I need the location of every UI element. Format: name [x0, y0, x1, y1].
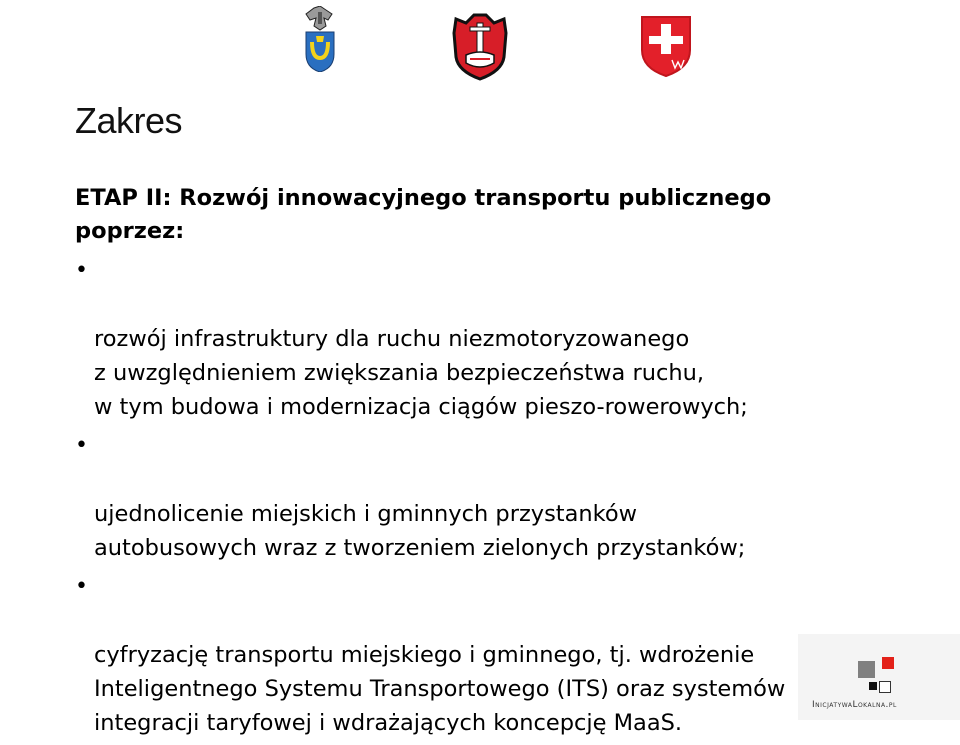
logo-red-square-icon	[882, 657, 894, 669]
crest-red-cross-icon	[450, 13, 510, 81]
bullet-dot-icon: •	[75, 574, 88, 599]
slide-content	[75, 182, 915, 745]
logo-white-square-icon	[879, 681, 891, 693]
bullet-dot-icon: •	[75, 258, 88, 283]
inicjatywa-lokalna-logo	[798, 634, 960, 720]
logo-black-square-icon	[869, 682, 877, 690]
bullet-item	[75, 254, 915, 424]
crest-red-white-shield-icon	[639, 14, 693, 78]
bullet-item	[75, 429, 915, 565]
bullet-dot-icon: •	[75, 433, 88, 458]
bullet-text: cyfryzację transportu miejskiego i gminnego, tj. wdrożenie Inteligentnego Systemu Transportowego (ITS) oraz systemów integracji taryfowej i wdrażających koncepcję MaaS.	[94, 642, 786, 736]
logo-text: InicjatywaLokalna.pl	[812, 700, 897, 710]
section-heading: ETAP II: Rozwój innowacyjnego transportu publicznego poprzez:	[75, 185, 772, 244]
slide-title: Zakres	[75, 100, 183, 141]
crest-blue-eagle-icon	[302, 6, 338, 72]
logo-grey-square-icon	[858, 661, 875, 678]
bullet-list	[75, 254, 915, 740]
bullet-text: ujednolicenie miejskich i gminnych przystanków autobusowych wraz z tworzeniem zielonych przystanków;	[94, 501, 746, 561]
bullet-text: rozwój infrastruktury dla ruchu niezmotoryzowanego z uwzględnieniem zwiększania bezpieczeństwa ruchu, w tym budowa i modernizacja ciągów pieszo-rowerowych;	[94, 326, 748, 420]
crests-header	[0, 0, 960, 90]
bullet-item	[75, 570, 915, 740]
